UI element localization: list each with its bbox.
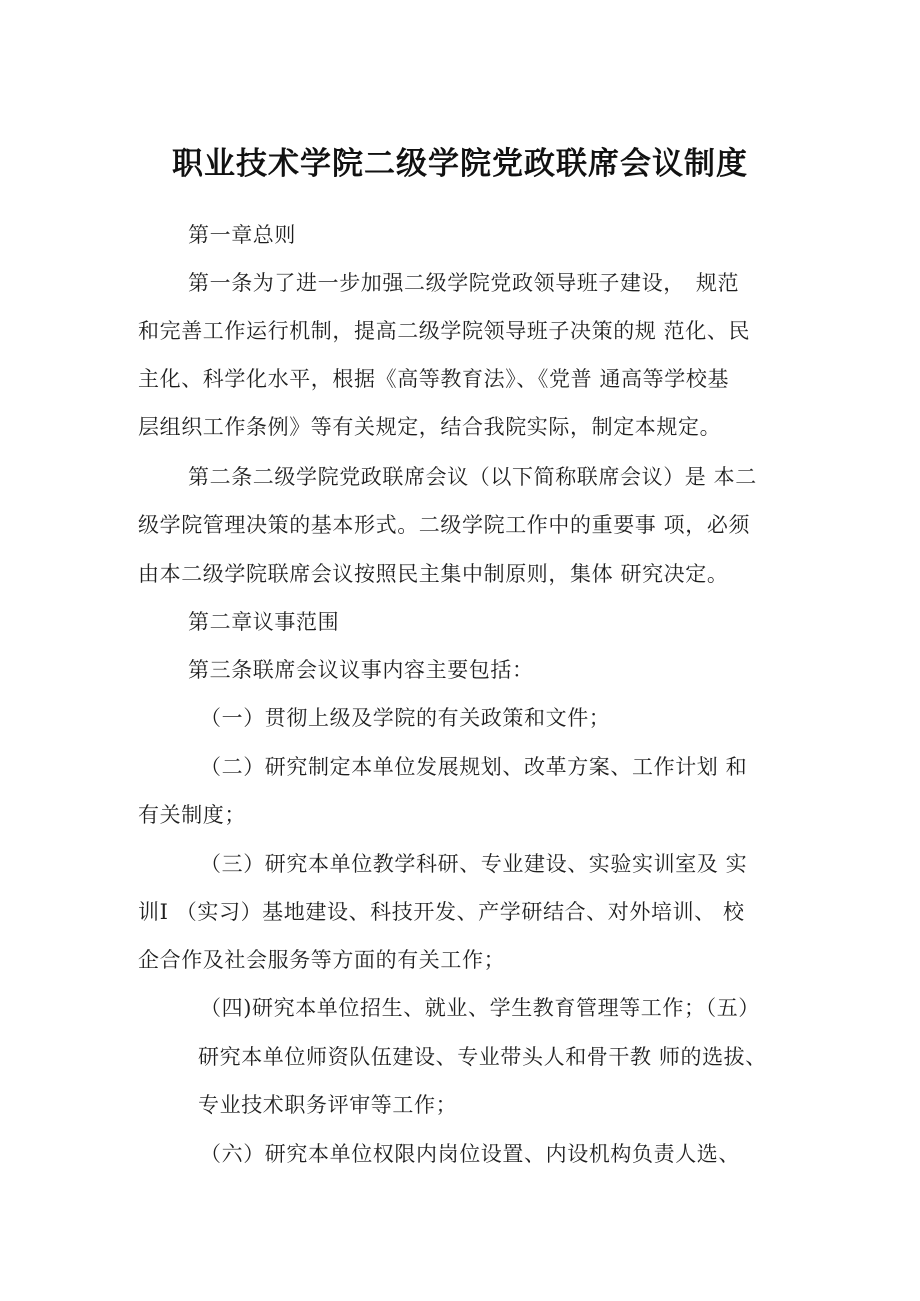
list-item: （一）贯彻上级及学院的有关政策和文件； [200,706,611,730]
paragraph-line: 第一条为了进一步加强二级学院党政领导班子建设， 规范 [188,271,740,295]
paragraph-line: 专业技术职务评审等工作； [198,1093,458,1117]
paragraph-line: 企合作及社会服务等方面的有关工作； [138,948,506,972]
paragraph-line: 第三条联席会议议事内容主要包括： [188,658,534,682]
document-title: 职业技术学院二级学院党政联席会议制度 [172,146,748,182]
paragraph-line: 和完善工作运行机制，提高二级学院领导班子决策的规 范化、民 [138,319,751,343]
paragraph-line: 有关制度； [138,803,246,827]
list-item: （三）研究本单位教学科研、专业建设、实验实训室及 实 [200,852,748,876]
paragraph-line: 训I （实习）基地建设、科技开发、产学研结合、对外培训、 校 [138,900,745,924]
paragraph-line: 由本二级学院联席会议按照民主集中制原则，集体 研究决定。 [138,562,729,586]
chapter-heading-scope: 第二章议事范围 [188,610,340,634]
list-item: （二）研究制定本单位发展规划、改革方案、工作计划 和 [200,755,748,779]
chapter-heading-general: 第一章总则 [188,223,296,247]
list-item: （六）研究本单位权限内岗位设置、内设机构负责人选、 [200,1142,740,1166]
paragraph-line: 级学院管理决策的基本形式。二级学院工作中的重要事 项，必须 [138,513,751,537]
list-item: （四)研究本单位招生、就业、学生教育管理等工作；（五） [200,996,760,1020]
paragraph-line: 层组织工作条例》等有关规定，结合我院实际，制定本规定。 [138,415,722,439]
paragraph-line: 主化、科学化水平，根据《高等教育法》、《党普 通高等学校基 [138,367,730,391]
paragraph-line: 第二条二级学院党政联席会议（以下简称联席会议）是 本二 [188,465,757,489]
paragraph-line: 研究本单位师资队伍建设、专业带头人和骨干教 师的选拔、 [198,1045,767,1069]
